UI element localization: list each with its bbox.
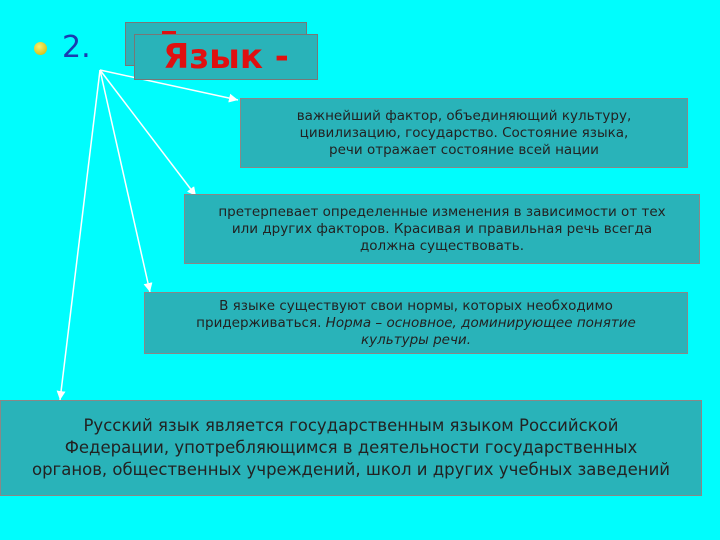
box1-line: речи отражает состояние всей нации <box>329 141 599 158</box>
box4-line: Русский язык является государственным языком Российской <box>83 416 619 435</box>
box3-line: В языке существуют свои нормы, которых необходимо <box>219 297 613 314</box>
definition-box-2 <box>184 194 700 264</box>
bullet-number: 2. <box>62 30 91 65</box>
definition-box-4 <box>0 400 702 496</box>
arrow-to-box4 <box>60 70 100 400</box>
box4-line: Федерации, употребляющимся в деятельности государственных <box>64 438 638 457</box>
definition-box-3 <box>144 292 688 354</box>
box1-line: важнейший фактор, объединяющий культуру, <box>296 107 632 124</box>
box3-line2-plain: придерживаться. <box>196 314 326 331</box>
box1-line: цивилизацию, государство. Состояние языка, <box>299 124 629 141</box>
box3-line <box>196 315 636 332</box>
title-box <box>134 34 318 80</box>
box3-line3-italic: культуры речи. <box>360 331 472 348</box>
box2-line: претерпевает определенные изменения в зависимости от тех <box>218 203 666 220</box>
definition-box-1 <box>240 98 688 168</box>
box2-line: или других факторов. Красивая и правильная речь всегда <box>231 220 653 237</box>
box2-line: должна существовать. <box>359 237 525 254</box>
box4-line: органов, общественных учреждений, школ и других учебных заведений <box>31 460 671 479</box>
bullet-dot-icon <box>34 42 47 55</box>
box3-line2-italic: Норма – основное, доминирующее понятие <box>325 314 636 331</box>
title-text: Язык - <box>163 37 289 77</box>
